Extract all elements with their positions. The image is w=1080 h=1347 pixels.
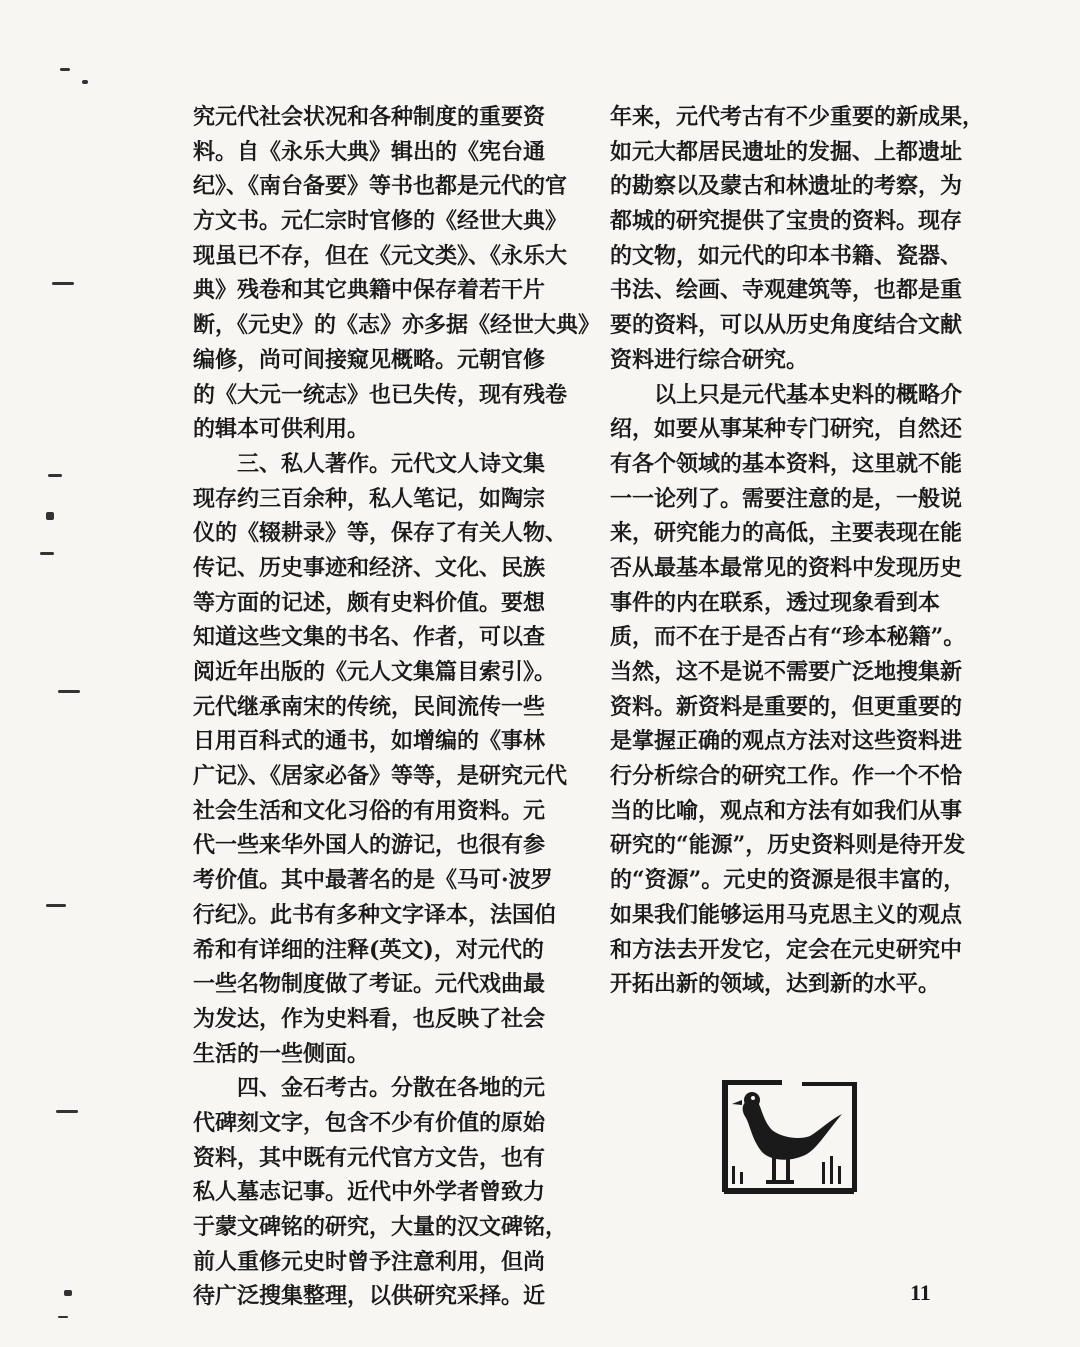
text-line: 日用百科式的通书，如增编的《事林	[193, 728, 546, 755]
text-line: 方文书。元仁宗时官修的《经世大典》	[193, 208, 568, 235]
text-line: 纪》、《南台备要》等书也都是元代的官	[193, 173, 568, 200]
text-line: 当的比喻，观点和方法有如我们从事	[610, 797, 963, 824]
text-line: 的文物，如元代的印本书籍、瓷器、	[610, 242, 963, 269]
text-line: 究元代社会状况和各种制度的重要资	[193, 104, 546, 130]
text-line: 都城的研究提供了宝贵的资料。现存	[610, 208, 963, 235]
scan-speck	[56, 1110, 78, 1113]
text-line: 一些名物制度做了考证。元代戏曲最	[193, 971, 546, 998]
scan-speck	[58, 1316, 68, 1318]
text-line: 年来，元代考古有不少重要的新成果，	[610, 104, 985, 130]
section-heading-line: 四、金石考古。分散在各地的元	[237, 1075, 546, 1102]
text-line: 的“资源”。元史的资源是很丰富的，	[610, 867, 966, 894]
text-line: 于蒙文碑铭的研究，大量的汉文碑铭，	[193, 1214, 568, 1240]
text-line: 阅近年出版的《元人文集篇目索引》。	[193, 659, 557, 685]
text-line: 和方法去开发它，定会在元史研究中	[610, 936, 963, 963]
text-line: 现存约三百余种，私人笔记，如陶宗	[193, 485, 546, 512]
text-line: 代一些来华外国人的游记，也很有参	[193, 832, 546, 859]
text-line: 的辑本可供利用。	[193, 416, 370, 443]
text-line: 资料，其中既有元代官方文告，也有	[193, 1144, 546, 1171]
text-line: 当然，这不是说不需要广泛地搜集新	[610, 659, 963, 685]
text-line: 开拓出新的领域，达到新的水平。	[610, 971, 941, 998]
bird-woodcut-illustration	[712, 1070, 868, 1200]
text-line: 料。自《永乐大典》辑出的《宪台通	[193, 138, 546, 165]
text-line: 典》残卷和其它典籍中保存着若干片	[193, 277, 546, 304]
text-line: 绍，如要从事某种专门研究，自然还	[610, 416, 963, 443]
text-line: 的《大元一统志》也已失传，现有残卷	[193, 381, 568, 408]
text-line: 为发达，作为史料看，也反映了社会	[193, 1005, 546, 1032]
text-line: 来，研究能力的高低，主要表现在能	[610, 520, 963, 547]
text-line: 有各个领域的基本资料，这里就不能	[610, 450, 963, 477]
scan-speck	[46, 904, 66, 907]
text-line: 书法、绘画、寺观建筑等，也都是重	[610, 277, 963, 304]
text-line: 现虽已不存，但在《元文类》、《永乐大	[193, 242, 568, 269]
text-line: 的勘察以及蒙古和林遗址的考察，为	[610, 173, 963, 200]
text-line: 编修，尚可间接窥见概略。元朝官修	[193, 346, 546, 373]
scan-speck	[60, 68, 70, 71]
text-line: 如果我们能够运用马克思主义的观点	[610, 901, 963, 928]
text-line: 希和有详细的注释(英文)，对元代的	[193, 936, 544, 963]
scan-speck	[82, 80, 88, 84]
text-line: 资料进行综合研究。	[610, 346, 809, 373]
scan-speck	[40, 552, 54, 555]
text-line: 私人墓志记事。近代中外学者曾致力	[193, 1179, 546, 1206]
text-line: 否从最基本最常见的资料中发现历史	[610, 554, 963, 581]
scan-speck	[64, 1290, 72, 1296]
text-line: 事件的内在联系，透过现象看到本	[610, 589, 941, 616]
text-line: 传记、历史事迹和经济、文化、民族	[193, 554, 546, 581]
text-line: 质，而不在于是否占有“珍本秘籍”。	[610, 624, 966, 651]
scan-speck	[52, 282, 74, 285]
text-line: 是掌握正确的观点方法对这些资料进	[610, 728, 963, 755]
scan-speck	[58, 690, 80, 693]
scan-speck	[46, 512, 54, 520]
text-line: 行分析综合的研究工作。作一个不恰	[610, 763, 963, 790]
left-text-column	[193, 100, 601, 1314]
paragraph-start-line: 以上只是元代基本史料的概略介	[654, 381, 963, 408]
page-number: 11	[910, 1280, 931, 1305]
text-line: 待广泛搜集整理，以供研究采择。近	[193, 1283, 546, 1310]
text-line: 行纪》。此书有多种文字译本，法国伯	[193, 901, 557, 928]
scan-speck	[48, 474, 62, 477]
text-line: 如元大都居民遗址的发掘、上都遗址	[610, 138, 963, 165]
text-line: 研究的“能源”，历史资料则是待开发	[610, 832, 966, 859]
text-line: 资料。新资料是重要的，但更重要的	[610, 693, 963, 720]
text-line: 社会生活和文化习俗的有用资料。元	[193, 797, 546, 824]
text-line: 生活的一些侧面。	[193, 1040, 370, 1067]
right-text-column	[610, 100, 985, 1002]
text-line: 一一论列了。需要注意的是，一般说	[610, 485, 963, 512]
text-line: 代碑刻文字，包含不少有价值的原始	[193, 1109, 546, 1136]
text-line: 知道这些文集的书名、作者，可以查	[193, 624, 546, 651]
text-line: 前人重修元史时曾予注意利用，但尚	[193, 1248, 546, 1275]
section-heading-line: 三、私人著作。元代文人诗文集	[237, 450, 546, 477]
text-line: 断，《元史》的《志》亦多据《经世大典》	[193, 312, 601, 339]
text-line: 广记》、《居家必备》等等，是研究元代	[193, 763, 568, 790]
text-line: 等方面的记述，颇有史料价值。要想	[193, 589, 546, 616]
text-line: 元代继承南宋的传统，民间流传一些	[193, 693, 546, 720]
text-line: 仪的《辍耕录》等，保存了有关人物、	[193, 520, 568, 547]
text-line: 考价值。其中最著名的是《马可·波罗	[193, 867, 553, 894]
text-line: 要的资料，可以从历史角度结合文献	[610, 312, 963, 339]
